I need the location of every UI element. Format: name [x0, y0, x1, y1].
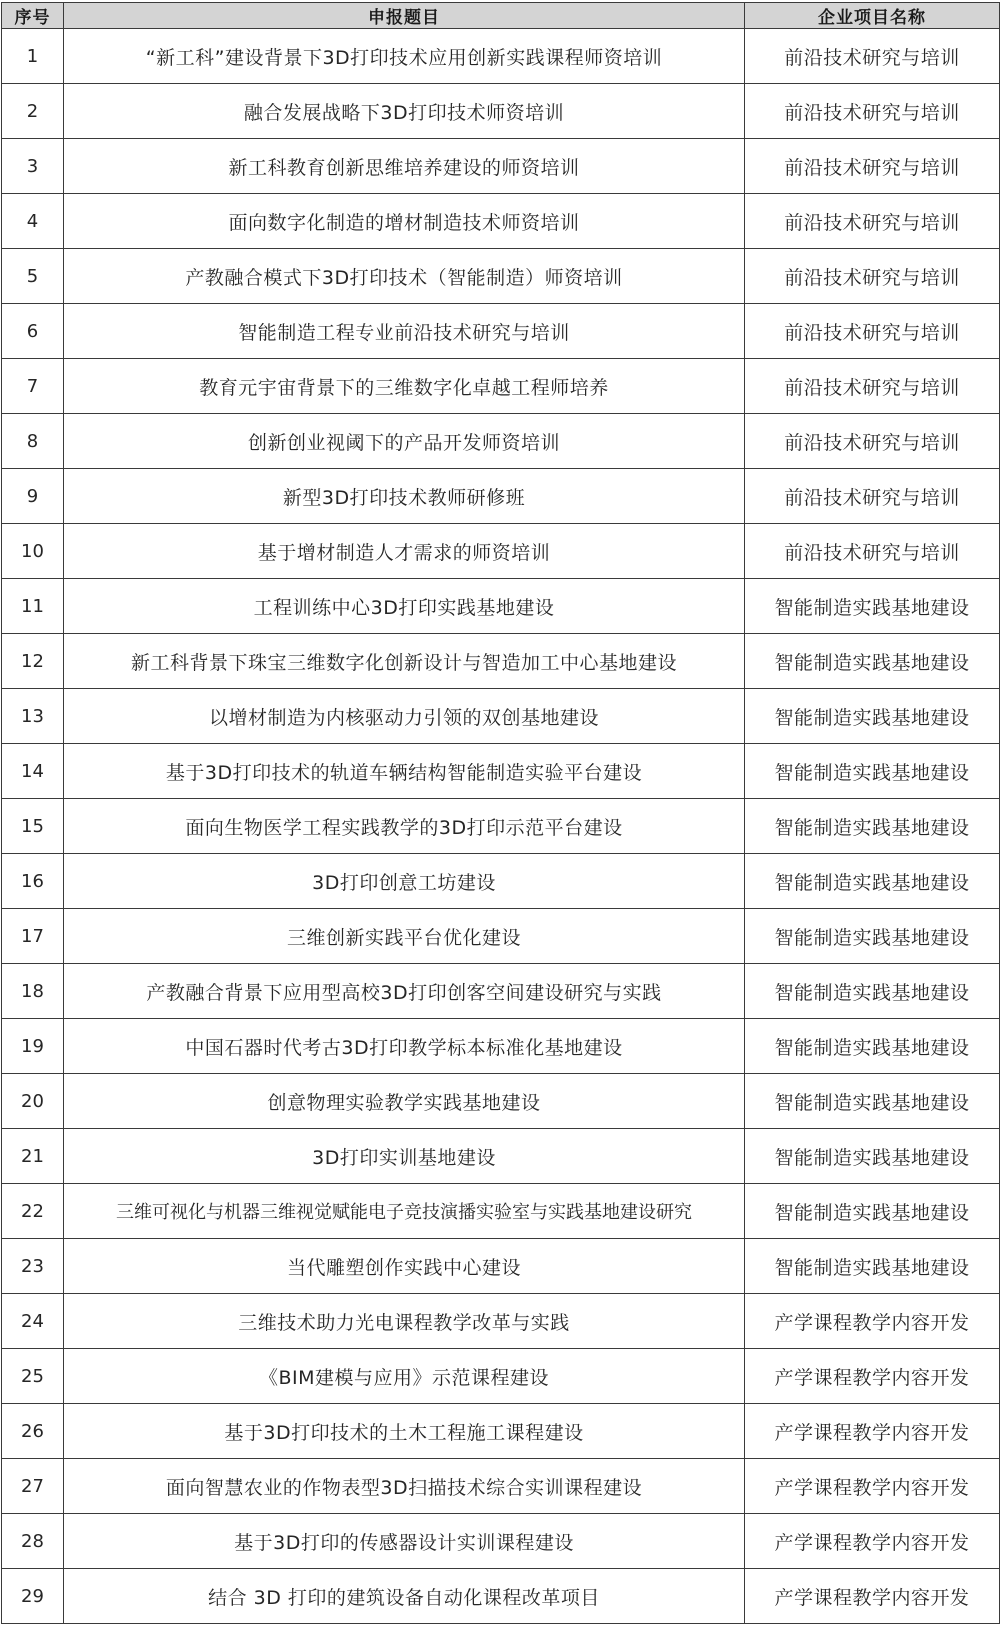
row-title: 三维创新实践平台优化建设: [64, 909, 745, 964]
table-row: [2, 1404, 1000, 1459]
row-title: “新工科”建设背景下3D打印技术应用创新实践课程师资培训: [64, 29, 745, 84]
project-table: [1, 2, 1000, 1624]
row-project: 产学课程教学内容开发: [745, 1459, 1000, 1514]
row-index: 14: [2, 744, 64, 799]
row-project: 前沿技术研究与培训: [745, 84, 1000, 139]
row-title: 《BIM建模与应用》示范课程建设: [64, 1349, 745, 1404]
row-title: 基于3D打印的传感器设计实训课程建设: [64, 1514, 745, 1569]
row-project: 前沿技术研究与培训: [745, 359, 1000, 414]
row-title: 以增材制造为内核驱动力引领的双创基地建设: [64, 689, 745, 744]
row-title: 面向生物医学工程实践教学的3D打印示范平台建设: [64, 799, 745, 854]
table-row: [2, 84, 1000, 139]
row-project: 产学课程教学内容开发: [745, 1404, 1000, 1459]
table-row: [2, 359, 1000, 414]
row-title: 新型3D打印技术教师研修班: [64, 469, 745, 524]
table-row: [2, 139, 1000, 194]
row-project: 智能制造实践基地建设: [745, 689, 1000, 744]
row-index: 3: [2, 139, 64, 194]
row-index: 23: [2, 1239, 64, 1294]
table-row: [2, 469, 1000, 524]
row-title: 新工科教育创新思维培养建设的师资培训: [64, 139, 745, 194]
row-index: 26: [2, 1404, 64, 1459]
row-title: 新工科背景下珠宝三维数字化创新设计与智造加工中心基地建设: [64, 634, 745, 689]
row-index: 6: [2, 304, 64, 359]
row-title: 基于增材制造人才需求的师资培训: [64, 524, 745, 579]
row-project: 前沿技术研究与培训: [745, 414, 1000, 469]
row-index: 29: [2, 1569, 64, 1624]
table-row: [2, 1514, 1000, 1569]
table-row: [2, 634, 1000, 689]
row-index: 13: [2, 689, 64, 744]
row-title: 三维技术助力光电课程教学改革与实践: [64, 1294, 745, 1349]
row-index: 12: [2, 634, 64, 689]
row-project: 智能制造实践基地建设: [745, 854, 1000, 909]
header-project: 企业项目名称: [745, 3, 1000, 29]
header-title: 申报题目: [64, 3, 745, 29]
row-project: 智能制造实践基地建设: [745, 1074, 1000, 1129]
table-row: [2, 249, 1000, 304]
row-index: 20: [2, 1074, 64, 1129]
row-index: 10: [2, 524, 64, 579]
row-title: 面向智慧农业的作物表型3D扫描技术综合实训课程建设: [64, 1459, 745, 1514]
row-title: 中国石器时代考古3D打印教学标本标准化基地建设: [64, 1019, 745, 1074]
row-index: 16: [2, 854, 64, 909]
row-project: 智能制造实践基地建设: [745, 799, 1000, 854]
row-index: 15: [2, 799, 64, 854]
table-row: [2, 579, 1000, 634]
row-project: 前沿技术研究与培训: [745, 29, 1000, 84]
table-row: [2, 304, 1000, 359]
row-title: 智能制造工程专业前沿技术研究与培训: [64, 304, 745, 359]
row-index: 18: [2, 964, 64, 1019]
row-title: 3D打印创意工坊建设: [64, 854, 745, 909]
table-row: [2, 964, 1000, 1019]
row-index: 11: [2, 579, 64, 634]
row-project: 产学课程教学内容开发: [745, 1294, 1000, 1349]
row-project: 智能制造实践基地建设: [745, 634, 1000, 689]
table-row: [2, 1129, 1000, 1184]
row-index: 19: [2, 1019, 64, 1074]
row-project: 产学课程教学内容开发: [745, 1514, 1000, 1569]
row-project: 智能制造实践基地建设: [745, 1019, 1000, 1074]
row-title: 工程训练中心3D打印实践基地建设: [64, 579, 745, 634]
row-index: 17: [2, 909, 64, 964]
row-project: 智能制造实践基地建设: [745, 1184, 1000, 1239]
table-row: [2, 909, 1000, 964]
row-title: 创新创业视阈下的产品开发师资培训: [64, 414, 745, 469]
row-project: 前沿技术研究与培训: [745, 139, 1000, 194]
row-title: 基于3D打印技术的轨道车辆结构智能制造实验平台建设: [64, 744, 745, 799]
row-title: 融合发展战略下3D打印技术师资培训: [64, 84, 745, 139]
table-row: [2, 1239, 1000, 1294]
row-project: 前沿技术研究与培训: [745, 304, 1000, 359]
header-index: 序号: [2, 3, 64, 29]
row-project: 前沿技术研究与培训: [745, 194, 1000, 249]
row-project: 智能制造实践基地建设: [745, 1239, 1000, 1294]
row-index: 9: [2, 469, 64, 524]
row-title: 3D打印实训基地建设: [64, 1129, 745, 1184]
row-index: 24: [2, 1294, 64, 1349]
row-project: 智能制造实践基地建设: [745, 579, 1000, 634]
header-row: [2, 3, 1000, 29]
row-project: 产学课程教学内容开发: [745, 1569, 1000, 1624]
row-title: 面向数字化制造的增材制造技术师资培训: [64, 194, 745, 249]
table-row: [2, 194, 1000, 249]
table-row: [2, 1349, 1000, 1404]
row-index: 8: [2, 414, 64, 469]
table-row: [2, 1184, 1000, 1239]
table-row: [2, 1569, 1000, 1624]
row-index: 4: [2, 194, 64, 249]
row-project: 产学课程教学内容开发: [745, 1349, 1000, 1404]
table-body: [2, 29, 1000, 1624]
table-row: [2, 414, 1000, 469]
row-index: 21: [2, 1129, 64, 1184]
table-row: [2, 1459, 1000, 1514]
row-project: 智能制造实践基地建设: [745, 909, 1000, 964]
row-index: 25: [2, 1349, 64, 1404]
row-project: 智能制造实践基地建设: [745, 744, 1000, 799]
row-title: 基于3D打印技术的土木工程施工课程建设: [64, 1404, 745, 1459]
table-row: [2, 29, 1000, 84]
row-project: 智能制造实践基地建设: [745, 964, 1000, 1019]
table-row: [2, 524, 1000, 579]
row-index: 1: [2, 29, 64, 84]
row-title: 产教融合模式下3D打印技术（智能制造）师资培训: [64, 249, 745, 304]
row-title: 结合 3D 打印的建筑设备自动化课程改革项目: [64, 1569, 745, 1624]
row-index: 22: [2, 1184, 64, 1239]
table-row: [2, 1294, 1000, 1349]
row-index: 28: [2, 1514, 64, 1569]
row-title: 三维可视化与机器三维视觉赋能电子竞技演播实验室与实践基地建设研究: [64, 1184, 745, 1239]
row-title: 教育元宇宙背景下的三维数字化卓越工程师培养: [64, 359, 745, 414]
table-header: [2, 3, 1000, 29]
table-row: [2, 1074, 1000, 1129]
row-project: 前沿技术研究与培训: [745, 524, 1000, 579]
row-project: 智能制造实践基地建设: [745, 1129, 1000, 1184]
table-row: [2, 854, 1000, 909]
row-title: 当代雕塑创作实践中心建设: [64, 1239, 745, 1294]
row-project: 前沿技术研究与培训: [745, 469, 1000, 524]
row-index: 2: [2, 84, 64, 139]
table-row: [2, 1019, 1000, 1074]
row-title: 创意物理实验教学实践基地建设: [64, 1074, 745, 1129]
row-title: 产教融合背景下应用型高校3D打印创客空间建设研究与实践: [64, 964, 745, 1019]
table-row: [2, 799, 1000, 854]
row-project: 前沿技术研究与培训: [745, 249, 1000, 304]
table-row: [2, 689, 1000, 744]
table-row: [2, 744, 1000, 799]
row-index: 5: [2, 249, 64, 304]
row-index: 27: [2, 1459, 64, 1514]
row-index: 7: [2, 359, 64, 414]
